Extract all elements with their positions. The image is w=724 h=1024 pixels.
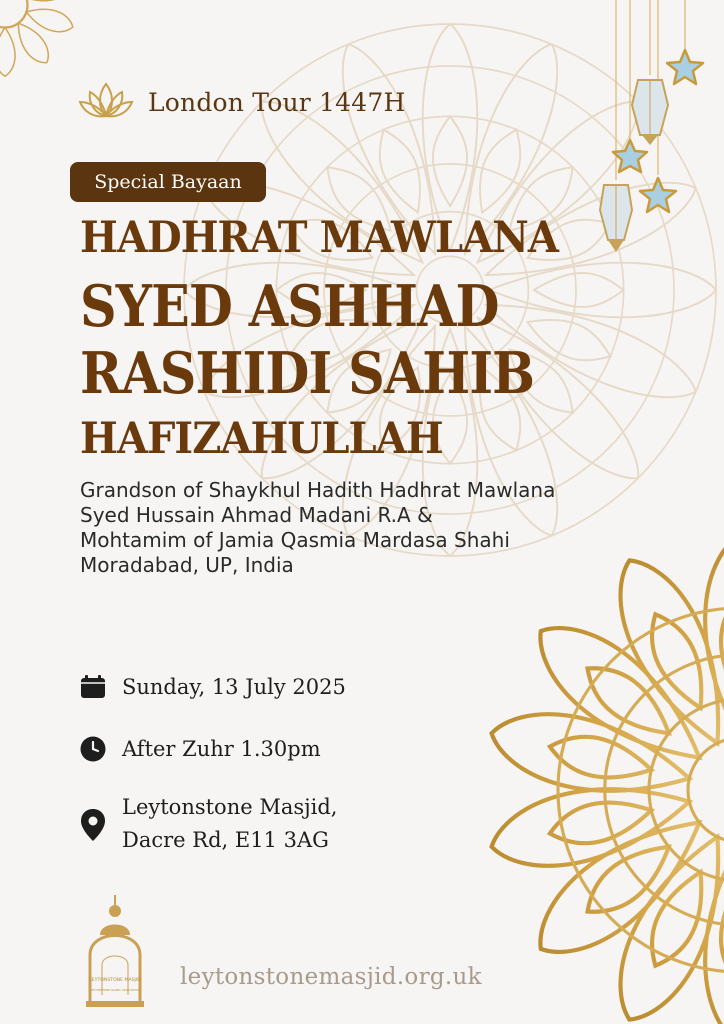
lotus-icon [78, 80, 134, 124]
speaker-honorific: HAFIZAHULLAH [80, 414, 443, 464]
speaker-description [80, 478, 680, 578]
description-line: Mohtamim of Jamia Qasmia Mardasa Shahi [80, 528, 510, 552]
venue-line-2: Dacre Rd, E11 3AG [122, 828, 329, 852]
event-time-row [80, 733, 321, 766]
leytonstone-masjid-logo [80, 895, 150, 1013]
speaker-name-line-1: SYED ASHHAD [80, 273, 499, 340]
lantern-icon [632, 80, 668, 145]
hanging-lanterns-decoration [590, 0, 724, 270]
speaker-name-line-2: RASHIDI SAHIB [80, 340, 535, 407]
speaker-title-line-1: HADHRAT MAWLANA [80, 213, 559, 263]
mandala-corner-ornament [0, 0, 80, 80]
description-line: Grandson of Shaykhul Hadith Hadhrat Mawlana [80, 478, 556, 502]
tour-header [78, 80, 405, 124]
logo-text: LEYTONSTONE MASJID [89, 978, 141, 983]
location-pin-icon [80, 809, 106, 841]
event-time: After Zuhr 1.30pm [122, 737, 321, 761]
logo-subtext: LEYTONSTONE ISLAMIC ASSOCIATION [90, 989, 140, 992]
event-date-row [80, 671, 346, 704]
clock-icon [80, 736, 106, 762]
star-icon [640, 178, 676, 212]
star-icon [667, 50, 703, 84]
event-venue-row [80, 791, 337, 857]
star-icon [613, 140, 647, 172]
description-line: Syed Hussain Ahmad Madani R.A & [80, 503, 433, 527]
website-link[interactable]: leytonstonemasjid.org.uk [180, 964, 482, 990]
event-venue [122, 791, 337, 857]
mandala-gold-right [480, 530, 724, 1024]
special-bayaan-badge: Special Bayaan [70, 162, 266, 202]
venue-line-1: Leytonstone Masjid, [122, 795, 338, 819]
tour-label: London Tour 1447H [148, 87, 406, 117]
calendar-icon [80, 674, 106, 700]
lantern-icon [600, 185, 632, 252]
event-date: Sunday, 13 July 2025 [122, 675, 346, 699]
description-line: Moradabad, UP, India [80, 553, 294, 577]
